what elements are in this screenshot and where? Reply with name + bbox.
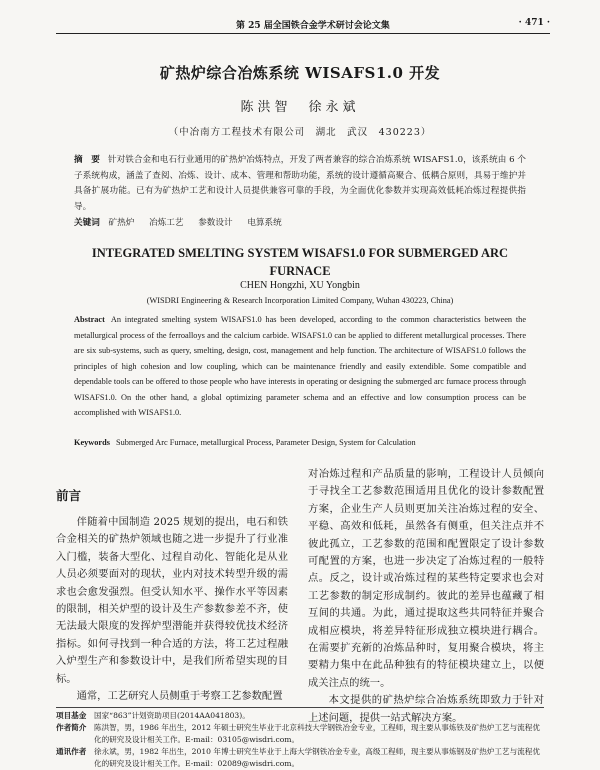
- footnote-label: 项目基金: [56, 711, 87, 720]
- chinese-affiliation: （中冶南方工程技术有限公司 湖北 武汉 430223）: [168, 127, 432, 138]
- page-number: · 471 ·: [518, 18, 550, 28]
- chinese-title: 矿热炉综合冶炼系统 WISAFS1.0 开发: [159, 64, 441, 82]
- footnote-text: 陈洪智，男，1986 年出生，2012 年硕士研究生毕业于北京科技大学钢铁冶金专业，工程师，现主要从事炼铁及矿热炉工艺与流程优化的研究及设计相关工作。E-mail：03105@wisdri.com。: [94, 723, 540, 744]
- chinese-abstract-label: 摘 要: [74, 155, 100, 165]
- english-affiliation: (WISDRI Engineering & Research Incorporation Limited Company, Wuhan 430223, China): [146, 296, 454, 305]
- chinese-keyword: 电算系统: [247, 218, 282, 228]
- footnote-label: 通讯作者: [56, 747, 87, 756]
- chinese-abstract: [74, 153, 526, 215]
- chinese-keyword: 冶炼工艺: [149, 218, 184, 228]
- body-paragraph: 通常，工艺研究人员侧重于考察工艺参数配置: [76, 690, 283, 703]
- english-title: INTEGRATED SMELTING SYSTEM WISAFS1.0 FOR SUBMERGED ARC FURNACE: [91, 246, 509, 278]
- header-rule: [56, 33, 550, 34]
- english-abstract-text: An integrated smelting system WISAFS1.0 has been developed, according to the common characteristics between the metallurgical process of the ferroalloys and the calcium carbide. WISAFS1.0 can be applied to different metallurgical processes. There are six sub-systems, such as query, smelting, design, cost, management and help function. The architecture of WISAFS1.0 follows the principles of high cohesion and low coupling, which can be maintenance friendly and easily extendible. Some compatible and dependable tools can be offered to those people who have interests in operating or designing the submerged arc furnace process through WISAFS1.0. On the other hand, a global optimizing parameter schema and an effective and low consumption process can be accomplished with WISAFS1.0.: [74, 315, 526, 417]
- english-keywords: [74, 438, 526, 447]
- footnote-label: 作者简介: [56, 723, 87, 732]
- english-keywords-label: Keywords: [74, 438, 110, 447]
- footnote-text: 国家“863”计划资助项目(2014AA041803)。: [94, 711, 250, 720]
- section-heading: 前言: [56, 488, 82, 503]
- english-abstract-label: Abstract: [74, 315, 105, 324]
- conference-name: 第 25 届全国铁合金学术研讨会论文集: [236, 21, 390, 31]
- footnote-funding: [56, 710, 544, 722]
- chinese-keywords: [74, 216, 526, 228]
- body-left-column: [56, 514, 288, 705]
- body-paragraph: 对冶炼过程和产品质量的影响，工程设计人员倾向于寻找全工艺参数范围适用且优化的设计参数配置方案，企业生产人员则更加关注冶炼过程的安全、平稳、高效和低耗，虽然各有侧重，但关注点并不彼此孤立，工艺参数的范围和配置限定了设计参数可配置的方案，也进一步决定了冶炼过程的一般特点。反之，设计或冶炼过程的某些特定要求也会对工艺参数的制定形成制约。彼此的差异也蕴藏了相互间的共通。为此，通过提取这些共同特征并聚合成相应模块，将差异特征形成独立模块进行耦合。在需要扩充新的冶炼品种时，复用聚合模块，将主要精力集中在此品种独有的特征模块建立上，以便成关注点的统一。: [308, 468, 544, 689]
- chinese-keywords-label: 关键词: [74, 218, 100, 228]
- footnote-author: [56, 722, 544, 746]
- body-paragraph: 本文提供的矿热炉综合冶炼系统即致力于针对上述问题，提供一站式解决方案。: [308, 694, 544, 724]
- english-keywords-text: Submerged Arc Furnace, metallurgical Process, Parameter Design, System for Calculation: [115, 438, 416, 447]
- footnote-text: 徐永斌，男，1982 年出生，2010 年博士研究生毕业于上海大学钢铁冶金专业，高级工程师，现主要从事炼钢及矿热炉工艺与流程优化的研究及设计相关工作。E-mail：02089@wisdri.com。: [94, 747, 540, 768]
- body-right-column: [308, 466, 544, 727]
- english-abstract: [74, 312, 526, 421]
- footnotes: [56, 710, 544, 770]
- english-authors: CHEN Hongzhi, XU Yongbin: [240, 280, 360, 291]
- body-paragraph: 伴随着中国制造 2025 规划的提出，电石和铁合金相关的矿热炉领域也随之进一步提升了行业准入门槛，装备大型化、过程自动化、智能化是从业人员必须要面对的现状，业内对技术转型升级的需求也会愈发强烈。但受认知水平、操作水平等因素的限制，相关炉型的设计及生产参数参差不齐，使无法最大限度的发挥炉型潜能并获得较优技术经济指标。如何寻找到一种合适的方法，将工艺过程融入炉型生产和参数设计中，是我们所希望实现的目标。: [56, 516, 288, 685]
- chinese-keyword: 矿热炉: [108, 218, 135, 228]
- footnote-rule: [56, 707, 544, 708]
- chinese-authors: 陈洪智 徐永斌: [240, 100, 360, 115]
- page-header: [56, 18, 550, 34]
- chinese-keyword: 参数设计: [198, 218, 233, 228]
- footnote-corresponding: [56, 746, 544, 770]
- chinese-abstract-text: 针对铁合金和电石行业通用的矿热炉冶炼特点，开发了两者兼容的综合冶炼系统 WISAFS1.0，该系统由 6 个子系统构成，涵盖了查阅、冶炼、设计、成本、管理和帮助功能，系统的设计遵循高聚合、低耦合原则，具易于维护并具备扩展功能。已有为矿热炉工艺和设计人员提供兼容可靠的手段，为全面优化参数并实现高效低耗冶炼过程提供指导。: [74, 155, 526, 212]
